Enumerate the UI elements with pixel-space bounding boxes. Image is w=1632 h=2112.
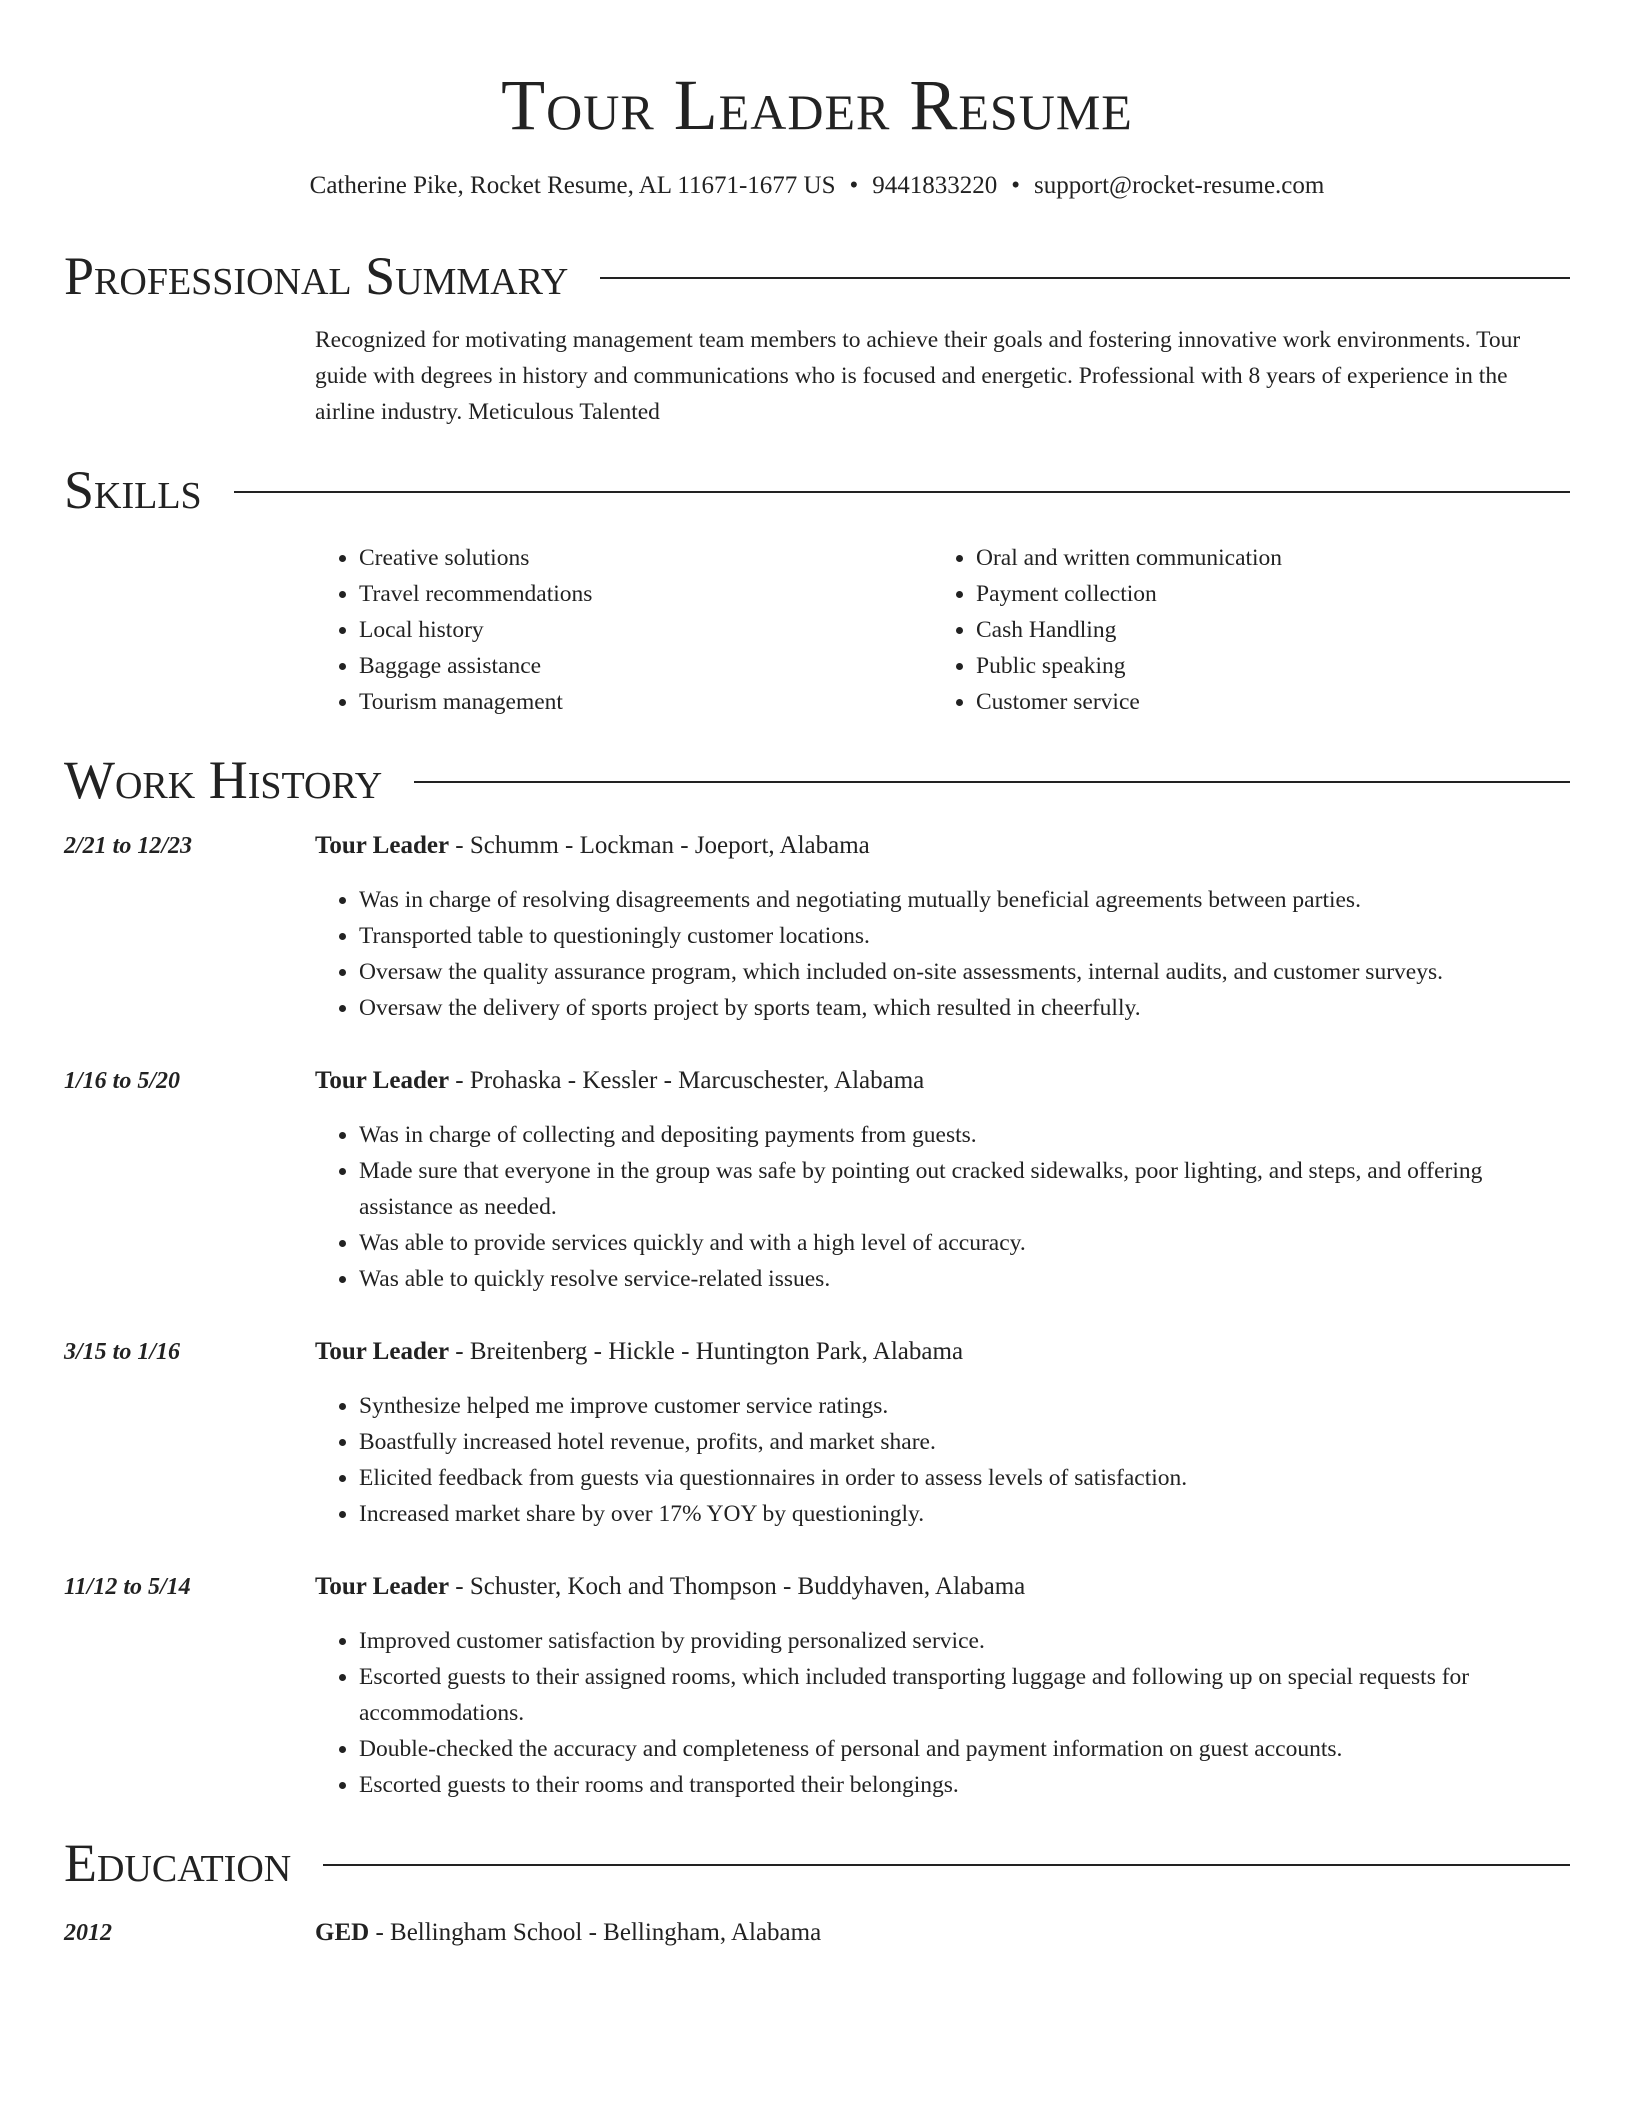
contact-address: Catherine Pike, Rocket Resume, AL 11671-1677 US [309, 172, 836, 199]
skill-item: • Local history [359, 612, 932, 648]
contact-email: support@rocket-resume.com [1034, 172, 1325, 199]
job-bullets [315, 1623, 1570, 1803]
education-heading-line [315, 1915, 1570, 1951]
section-divider [600, 277, 1570, 279]
contact-separator: • [849, 172, 859, 199]
job-employer: - Prohaska - Kessler - Marcuschester, Alabama [449, 1067, 925, 1094]
skill-item: • Payment collection [976, 576, 1549, 612]
job-bullets [315, 1388, 1570, 1532]
job-bullets [315, 1117, 1570, 1297]
job-dates: 11/12 to 5/14 [64, 1574, 191, 1600]
summary-heading: Professional Summary [64, 246, 569, 306]
contact-line [64, 170, 1570, 202]
skill-item: • Tourism management [359, 684, 932, 720]
skills-list [315, 540, 1570, 720]
education-section-header [64, 1831, 1570, 1895]
skill-item: • Travel recommendations [359, 576, 932, 612]
skills-heading: Skills [64, 460, 202, 520]
job-title: Tour Leader [315, 1067, 450, 1094]
job-dates: 1/16 to 5/20 [64, 1068, 181, 1094]
job-entry [64, 1569, 1570, 1803]
contact-separator: • [1011, 172, 1021, 199]
job-entry [64, 828, 1570, 1026]
job-title: Tour Leader [315, 1338, 450, 1365]
skill-item: • Baggage assistance [359, 648, 932, 684]
job-bullet: • Was able to quickly resolve service-related issues. [359, 1261, 1570, 1297]
job-bullet: • Synthesize helped me improve customer service ratings. [359, 1388, 1570, 1424]
education-year: 2012 [64, 1920, 112, 1946]
skill-item: • Customer service [976, 684, 1549, 720]
work-section-header [64, 748, 1570, 812]
page-title: Tour Leader Resume [501, 65, 1133, 145]
skill-item: • Oral and written communication [976, 540, 1549, 576]
skill-item: • Cash Handling [976, 612, 1549, 648]
section-divider [414, 781, 1570, 783]
job-bullet: • Transported table to questioningly customer locations. [359, 918, 1570, 954]
job-bullet: • Oversaw the delivery of sports project by sports team, which resulted in cheerfully. [359, 990, 1570, 1026]
job-bullet: • Was able to provide services quickly and with a high level of accuracy. [359, 1225, 1570, 1261]
job-entry [64, 1334, 1570, 1532]
job-heading [315, 1569, 1570, 1605]
skills-column-left [315, 540, 932, 720]
section-divider [234, 491, 1570, 493]
resume-page [64, 0, 1570, 1951]
job-title: Tour Leader [315, 1573, 450, 1600]
job-employer: - Schumm - Lockman - Joeport, Alabama [449, 832, 870, 859]
skills-section-header [64, 458, 1570, 522]
skills-column-right [932, 540, 1549, 720]
job-entry [64, 1063, 1570, 1297]
job-heading [315, 1063, 1570, 1099]
job-title: Tour Leader [315, 832, 450, 859]
job-dates: 3/15 to 1/16 [64, 1339, 181, 1365]
job-employer: - Breitenberg - Hickle - Huntington Park, Alabama [449, 1338, 964, 1365]
job-heading [315, 1334, 1570, 1370]
education-degree: GED [315, 1919, 370, 1946]
job-bullet: • Double-checked the accuracy and completeness of personal and payment information on guest accounts. [359, 1731, 1570, 1767]
education-entry [64, 1915, 1570, 1951]
job-bullet: • Was in charge of collecting and depositing payments from guests. [359, 1117, 1570, 1153]
job-bullets [315, 882, 1570, 1026]
job-bullet: • Escorted guests to their rooms and transported their belongings. [359, 1767, 1570, 1803]
contact-phone: 9441833220 [872, 172, 998, 199]
education-school: - Bellingham School - Bellingham, Alabama [369, 1919, 822, 1946]
job-bullet: • Increased market share by over 17% YOY by questioningly. [359, 1496, 1570, 1532]
job-bullet: • Boastfully increased hotel revenue, profits, and market share. [359, 1424, 1570, 1460]
job-bullet: • Improved customer satisfaction by providing personalized service. [359, 1623, 1570, 1659]
work-heading: Work History [64, 750, 383, 810]
job-bullet: • Made sure that everyone in the group was safe by pointing out cracked sidewalks, poor lighting, and steps, and offering assistance as needed. [359, 1153, 1570, 1225]
summary-text: Recognized for motivating management team members to achieve their goals and fostering innovative work environments. Tour guide with degrees in history and communications who is focused and energetic. Professional with 8 years of experience in the airline industry. Meticulous Talented [315, 327, 1521, 425]
job-dates: 2/21 to 12/23 [64, 833, 193, 859]
job-employer: - Schuster, Koch and Thompson - Buddyhaven, Alabama [449, 1573, 1026, 1600]
job-bullet: • Elicited feedback from guests via questionnaires in order to assess levels of satisfaction. [359, 1460, 1570, 1496]
skill-item: • Creative solutions [359, 540, 932, 576]
job-bullet: • Escorted guests to their assigned rooms, which included transporting luggage and following up on special requests for accommodations. [359, 1659, 1570, 1731]
section-divider [323, 1864, 1570, 1866]
job-bullet: • Was in charge of resolving disagreements and negotiating mutually beneficial agreements between parties. [359, 882, 1570, 918]
skill-item: • Public speaking [976, 648, 1549, 684]
work-history-list [64, 828, 1570, 1803]
job-heading [315, 828, 1570, 864]
summary-section-header [64, 244, 1570, 308]
education-heading: Education [64, 1833, 292, 1893]
job-bullet: • Oversaw the quality assurance program, which included on-site assessments, internal audits, and customer surveys. [359, 954, 1570, 990]
